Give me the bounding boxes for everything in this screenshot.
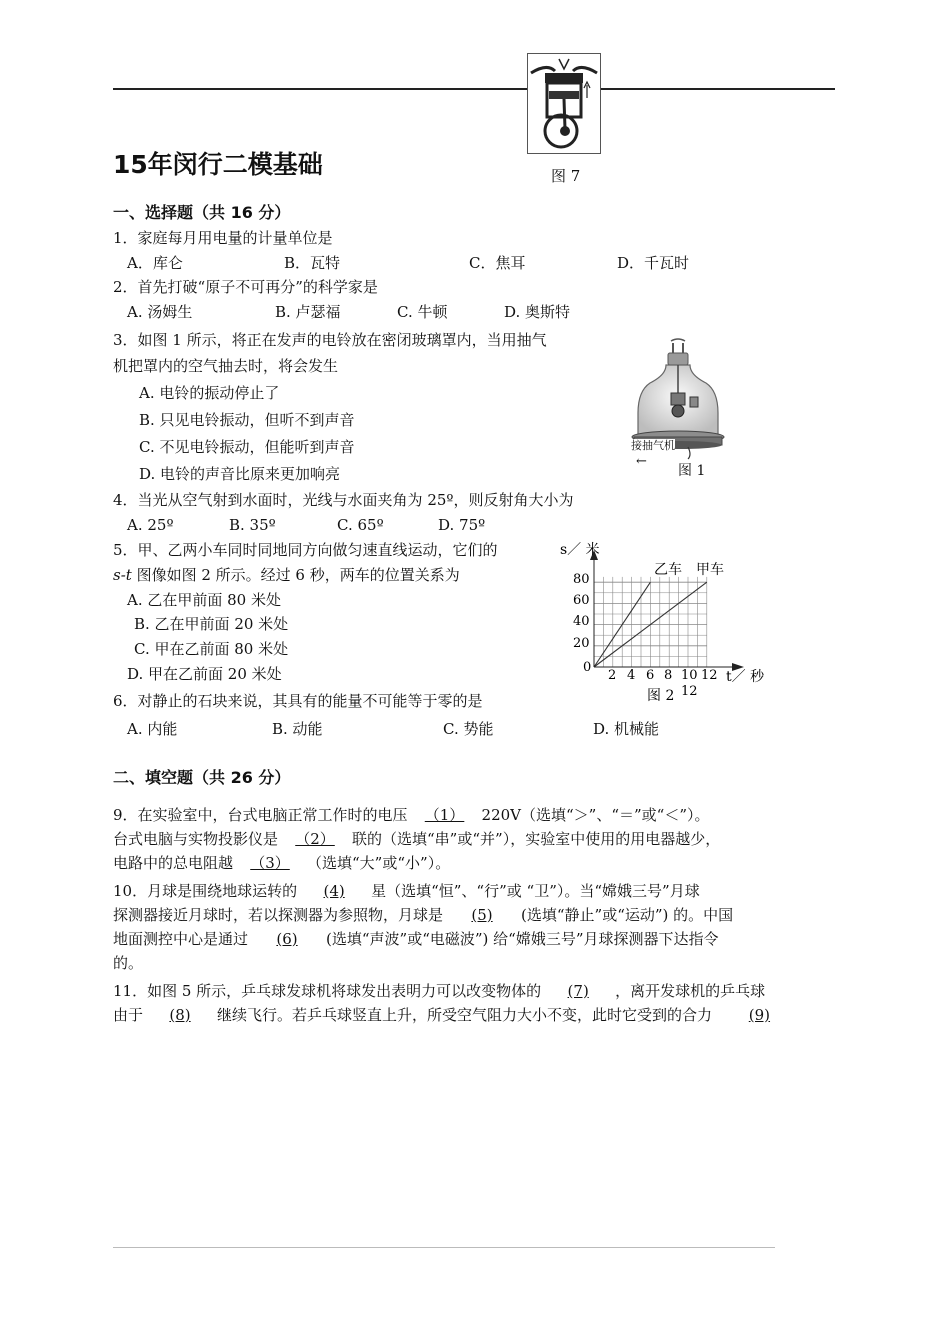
chart-x-tick-8: 8 [664, 668, 673, 683]
q2-option-c: C. 牛顿 [397, 303, 448, 321]
q4-option-b: B. 35º [229, 516, 276, 534]
q9-text-1: 9．在实验室中，台式电脑正常工作时的电压 [113, 806, 408, 824]
q5-option-c: C. 甲在乙前面 80 米处 [134, 640, 289, 658]
q9-blank-1[interactable]: （1） [424, 806, 465, 824]
section2-heading: 二、填空题（共 26 分） [113, 768, 291, 787]
q11-paragraph [113, 979, 837, 1027]
q2-option-a: A. 汤姆生 [127, 303, 193, 321]
q3-stem-line1: 3．如图 1 所示，将正在发声的电铃放在密闭玻璃罩内，当用抽气 [113, 331, 547, 349]
q11-blank-8[interactable]: (8) [169, 1006, 191, 1024]
chart-x-tick-6: 6 [646, 668, 655, 683]
q9-blank-3[interactable]: （3） [250, 854, 290, 872]
q5-st-italic: s-t [113, 566, 132, 584]
q11-blank-9[interactable]: (9) [748, 1006, 771, 1024]
fig1-arrow: ← [636, 454, 647, 469]
q9-text-3: 台式电脑与实物投影仪是 [113, 830, 279, 848]
chart-x-tick-12: 12 [701, 668, 718, 683]
q9-text-6: （选填“大”或“小”）。 [307, 854, 451, 872]
q3-option-d: D. 电铃的声音比原来更加响亮 [139, 465, 341, 483]
fig7-engine-diagram [527, 53, 601, 154]
q4-option-c: C. 65º [337, 516, 384, 534]
q11-text-1: 11．如图 5 所示，乒乓球发球机将球发出表明力可以改变物体的 [113, 982, 542, 1000]
fig2-chart [560, 536, 770, 708]
q10-blank-4[interactable]: (4) [323, 882, 345, 900]
q10-text-1: 10．月球是围绕地球运转的 [113, 882, 298, 900]
q4-option-d: D. 75º [438, 516, 486, 534]
q10-blank-6[interactable]: (6) [276, 930, 298, 948]
q10-text-2: 星（选填“恒”、“行”或 “卫”）。当“嫦娥三号”月球 [371, 882, 700, 900]
fig1-pump-label: 接抽气机 [631, 439, 675, 452]
chart-y-tick-80: 80 [573, 572, 590, 587]
chart-series-label-jia: 甲车 [696, 562, 724, 578]
q5-stem-line2-text: 图像如图 2 所示。经过 6 秒，两车的位置关系为 [131, 566, 460, 584]
q6-option-a: A. 内能 [127, 720, 178, 738]
q9-text-5: 电路中的总电阻越 [113, 854, 234, 872]
q5-stem-line2 [113, 565, 460, 585]
chart-x-label: t／ 秒 [726, 669, 765, 685]
q3-option-b: B. 只见电铃振动，但听不到声音 [139, 411, 355, 429]
chart-y-tick-60: 60 [573, 593, 590, 608]
q1-stem: 1．家庭每月用电量的计量单位是 [113, 229, 333, 247]
q9-text-4: 联的（选填“串”或“并”），实验室中使用的用电器越少， [352, 830, 721, 848]
q1-option-c: C．焦耳 [469, 254, 526, 272]
q2-stem: 2．首先打破“原子不可再分”的科学家是 [113, 278, 378, 296]
section1-heading: 一、选择题（共 16 分） [113, 203, 291, 222]
q10-text-4: (选填“静止”或“运动”) 的。中国 [521, 906, 734, 924]
chart-caption: 图 2 [647, 688, 675, 704]
q11-text-3: 由于 [113, 1006, 144, 1024]
chart-y-label: s／ 米 [560, 542, 600, 558]
header-rule-right [601, 88, 835, 90]
q10-paragraph [113, 879, 837, 975]
chart-x-tick-extra: 12 [681, 684, 698, 699]
chart-y-tick-40: 40 [573, 614, 590, 629]
q6-option-b: B. 动能 [272, 720, 323, 738]
q3-stem-line2: 机把罩内的空气抽去时，将会发生 [113, 357, 339, 375]
page-title: 15年闵行二模基础 [113, 150, 323, 179]
q3-option-a: A. 电铃的振动停止了 [139, 384, 280, 402]
q2-option-d: D. 奥斯特 [504, 303, 571, 321]
fig1-caption: 图 1 [678, 463, 706, 479]
q4-option-a: A. 25º [127, 516, 174, 534]
chart-grid [594, 577, 707, 667]
q11-text-4: 继续飞行。若乒乓球竖直上升，所受空气阻力大小不变，此时它受到的合力 [217, 1006, 713, 1024]
header-rule-left [113, 88, 529, 90]
q9-paragraph [113, 803, 837, 875]
q10-text-3: 探测器接近月球时，若以探测器为参照物，月球是 [113, 906, 444, 924]
q2-option-b: B. 卢瑟福 [275, 303, 341, 321]
chart-series-label-yi: 乙车 [654, 562, 682, 578]
q6-option-c: C. 势能 [443, 720, 494, 738]
q11-blank-7[interactable]: (7) [567, 982, 589, 1000]
chart-x-tick-2: 2 [608, 668, 617, 683]
q4-stem: 4．当光从空气射到水面时，光线与水面夹角为 25º，则反射角大小为 [113, 491, 574, 509]
q5-option-b: B. 乙在甲前面 20 米处 [134, 615, 289, 633]
chart-y-tick-20: 20 [573, 636, 590, 651]
q1-option-b: B．瓦特 [284, 254, 341, 272]
q3-option-c: C. 不见电铃振动，但能听到声音 [139, 438, 355, 456]
footer-rule [113, 1247, 775, 1248]
q1-option-d: D．千瓦时 [617, 254, 690, 272]
chart-x-tick-10: 10 [681, 668, 698, 683]
q9-blank-2[interactable]: （2） [295, 830, 335, 848]
q6-option-d: D. 机械能 [593, 720, 660, 738]
q6-stem: 6．对静止的石块来说，其具有的能量不可能等于零的是 [113, 692, 483, 710]
q10-text-6: (选填“声波”或“电磁波”) 给“嫦娥三号”月球探测器下达指令 [326, 930, 719, 948]
q10-blank-5[interactable]: (5) [471, 906, 493, 924]
chart-origin: 0 [583, 660, 592, 675]
q11-text-2: ，离开发球机的乒乓球 [615, 982, 766, 1000]
chart-x-tick-4: 4 [627, 668, 636, 683]
q10-text-7: 的。 [113, 954, 144, 972]
q9-text-2: 220V（选填“＞”、“＝”或“＜”）。 [481, 806, 710, 824]
q10-text-5: 地面测控中心是通过 [113, 930, 249, 948]
q5-stem-line1: 5．甲、乙两小车同时同地同方向做匀速直线运动，它们的 [113, 541, 498, 559]
q5-option-d: D. 甲在乙前面 20 米处 [127, 665, 282, 683]
q1-option-a: A．库仑 [127, 254, 183, 272]
fig7-caption: 图 7 [551, 167, 581, 185]
q5-option-a: A. 乙在甲前面 80 米处 [127, 591, 281, 609]
